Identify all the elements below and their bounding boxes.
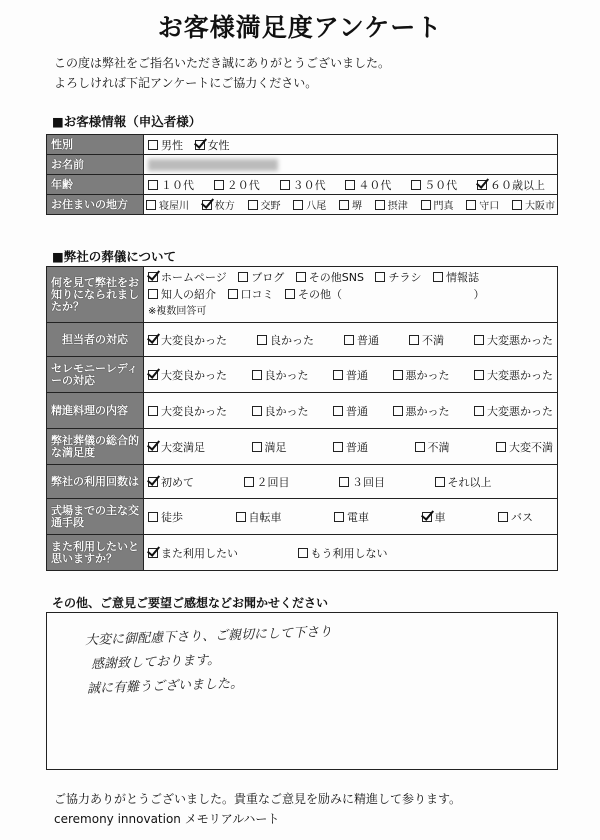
checkbox-icon[interactable]	[433, 272, 443, 282]
q5-option[interactable]	[496, 439, 553, 455]
q5-option-label: 大変不満	[509, 440, 553, 454]
q2-row	[47, 323, 558, 357]
q1-option-label: ホームページ	[161, 271, 227, 284]
q2-option-label: 普通	[357, 333, 379, 347]
q7-option-checked[interactable]	[422, 509, 446, 525]
age-option[interactable]	[148, 177, 194, 193]
checkbox-icon[interactable]	[257, 335, 267, 345]
q1-option[interactable]	[148, 286, 216, 303]
q2-option-label: 良かった	[270, 333, 314, 347]
q3-option-checked[interactable]	[148, 367, 227, 383]
area-option[interactable]	[375, 197, 408, 212]
q7-option[interactable]	[498, 509, 533, 525]
gender-row	[47, 135, 558, 155]
q8-row	[47, 535, 558, 571]
q1-close-paren: ）	[473, 288, 485, 301]
age-option-label: １０代	[161, 178, 194, 192]
q5-label: 弊社葬儀の総合的な満足度	[47, 429, 144, 465]
q1-option-label: 知人の紹介	[161, 288, 216, 301]
q3-label: セレモニーレディーの対応	[47, 357, 144, 393]
q1-option-checked[interactable]	[148, 269, 227, 286]
q7-option[interactable]	[148, 509, 183, 525]
handwritten-comment-line: 大変に御配慮下さり、ご親切にして下さり	[84, 624, 333, 649]
q1-option-label: チラシ	[388, 271, 422, 284]
q4-option[interactable]	[474, 403, 553, 419]
q1-option-label: 口コミ	[240, 288, 274, 301]
page-title: お客様満足度アンケート	[157, 13, 443, 42]
checkbox-icon[interactable]	[280, 180, 290, 190]
q3-option-label: 大変良かった	[161, 368, 227, 382]
q7-option-label: 徒歩	[161, 510, 183, 524]
q6-option-label: それ以上	[447, 475, 492, 489]
q3-option-label: 悪かった	[405, 368, 450, 382]
area-option[interactable]	[512, 197, 555, 212]
q7-option-label: 車	[434, 510, 446, 524]
area-option[interactable]	[146, 197, 189, 212]
area-option-label: 大阪市	[525, 201, 555, 212]
q4-option-label: 普通	[346, 404, 368, 418]
q1-option-label: その他（	[298, 288, 342, 301]
age-option-label: ２０代	[226, 178, 260, 192]
q6-option-label: ２回目	[256, 475, 290, 489]
checkbox-checked-icon[interactable]	[148, 477, 158, 487]
checkbox-icon[interactable]	[228, 289, 238, 299]
q4-option[interactable]	[148, 403, 227, 419]
intro-line-1: この度は弊社をご指名いただき誠にありがとうございました。	[54, 56, 391, 70]
q8-options	[144, 535, 558, 571]
q3-option[interactable]	[252, 367, 309, 383]
name-row	[47, 155, 558, 175]
q7-option-label: 自転車	[248, 510, 282, 524]
checkbox-icon[interactable]	[285, 289, 295, 299]
customer-info-table	[46, 134, 558, 215]
gender-female-label: 女性	[207, 138, 230, 152]
q1-option-label: ブログ	[251, 271, 285, 284]
q4-option[interactable]	[393, 403, 450, 419]
q2-option[interactable]	[344, 332, 379, 348]
checkbox-icon[interactable]	[252, 442, 262, 452]
checkbox-icon[interactable]	[498, 512, 508, 522]
q1-option-other[interactable]	[285, 286, 342, 303]
q3-option[interactable]	[333, 367, 368, 383]
q2-option-checked[interactable]	[148, 332, 227, 348]
checkbox-icon[interactable]	[474, 370, 484, 380]
q2-option[interactable]	[474, 332, 553, 348]
checkbox-icon[interactable]	[298, 548, 308, 558]
q5-row	[47, 429, 558, 465]
checkbox-icon[interactable]	[339, 200, 349, 210]
q4-option-label: 大変良かった	[161, 404, 227, 418]
q8-option[interactable]	[298, 545, 388, 561]
checkbox-icon[interactable]	[466, 200, 476, 210]
q2-label: 担当者の対応	[47, 323, 144, 357]
checkbox-icon[interactable]	[248, 200, 258, 210]
q5-option-label: 大変満足	[161, 440, 205, 454]
q8-option-checked[interactable]	[148, 545, 238, 561]
area-option[interactable]	[466, 197, 499, 212]
q5-option-label: 不満	[427, 440, 450, 454]
section-customer-info: ■お客様情報（申込者様）	[52, 114, 202, 129]
checkbox-checked-icon[interactable]	[422, 512, 432, 522]
q6-label: 弊社の利用回数は	[47, 465, 144, 499]
q2-option[interactable]	[409, 332, 444, 348]
checkbox-icon[interactable]	[409, 335, 419, 345]
gender-male-label: 男性	[161, 138, 183, 152]
checkbox-checked-icon[interactable]	[148, 442, 158, 452]
checkbox-checked-icon[interactable]	[202, 200, 212, 210]
checkbox-icon[interactable]	[252, 370, 262, 380]
checkbox-icon[interactable]	[333, 442, 343, 452]
q6-row	[47, 465, 558, 499]
checkbox-icon[interactable]	[146, 200, 156, 210]
q3-option-label: 良かった	[264, 368, 309, 382]
q2-option-label: 不満	[422, 333, 444, 347]
checkbox-icon[interactable]	[148, 180, 158, 190]
q1-label: 何を見て弊社をお知りになられましたか？	[47, 267, 144, 323]
q1-option[interactable]	[296, 269, 364, 286]
checkbox-icon[interactable]	[293, 200, 303, 210]
age-option-label: ４０代	[358, 178, 392, 192]
area-option-label: 交野	[260, 201, 281, 212]
area-option[interactable]	[421, 197, 454, 212]
area-option-label: 堺	[352, 201, 362, 212]
comments-box[interactable]	[46, 612, 558, 770]
q4-option[interactable]	[252, 403, 309, 419]
name-label: お名前	[47, 155, 144, 175]
checkbox-icon[interactable]	[148, 140, 158, 150]
area-option-label: 門真	[433, 201, 454, 212]
checkbox-icon[interactable]	[339, 477, 349, 487]
area-option-label: 枚方	[214, 201, 235, 212]
age-label: 年齢	[47, 175, 144, 195]
age-option[interactable]	[345, 177, 391, 193]
checkbox-icon[interactable]	[435, 477, 445, 487]
checkbox-icon[interactable]	[474, 406, 484, 416]
q1-options	[144, 267, 558, 323]
checkbox-icon[interactable]	[252, 406, 262, 416]
area-option[interactable]	[293, 197, 326, 212]
q1-note: ※複数回答可	[148, 306, 207, 317]
intro-line-2: よろしければ下記アンケートにご協力ください。	[54, 76, 318, 90]
q3-options	[144, 357, 558, 393]
checkbox-icon[interactable]	[415, 442, 425, 452]
age-option-label: ３０代	[292, 178, 326, 192]
q5-option[interactable]	[252, 439, 287, 455]
age-option-label: ６０歳以上	[489, 178, 545, 192]
q5-option-checked[interactable]	[148, 439, 205, 455]
q7-label: 式場までの主な交通手段	[47, 499, 144, 535]
q3-option-label: 普通	[346, 368, 368, 382]
comments-heading: その他、ご意見ご要望ご感想などお聞かせください	[52, 596, 329, 610]
q4-row	[47, 393, 558, 429]
q7-option-label: 電車	[347, 510, 369, 524]
q8-label: また利用したいと思いますか？	[47, 535, 144, 571]
q6-option-label: ３回目	[352, 475, 385, 489]
handwritten-comment-line: 誠に有難うございました。	[86, 676, 244, 697]
checkbox-icon[interactable]	[344, 335, 354, 345]
checkbox-icon[interactable]	[334, 512, 344, 522]
checkbox-icon[interactable]	[411, 180, 421, 190]
area-row	[47, 195, 558, 215]
checkbox-icon[interactable]	[148, 289, 158, 299]
area-option-label: 守口	[479, 201, 500, 212]
area-option-label: 八尾	[306, 201, 327, 212]
area-label: お住まいの地方	[47, 195, 144, 215]
age-option[interactable]	[411, 177, 457, 193]
q5-option[interactable]	[415, 439, 450, 455]
handwritten-comment-line: 感謝致しております。	[90, 652, 221, 673]
q7-row	[47, 499, 558, 535]
gender-options	[144, 135, 558, 155]
q6-option-checked[interactable]	[148, 474, 194, 490]
checkbox-icon[interactable]	[238, 272, 248, 282]
q4-label: 精進料理の内容	[47, 393, 144, 429]
checkbox-checked-icon[interactable]	[148, 370, 158, 380]
gender-label: 性別	[47, 135, 144, 155]
q6-option[interactable]	[435, 474, 492, 490]
checkbox-icon[interactable]	[244, 477, 254, 487]
area-option-label: 摂津	[387, 201, 408, 212]
checkbox-icon[interactable]	[148, 406, 158, 416]
q3-row	[47, 357, 558, 393]
age-option-checked[interactable]	[477, 177, 545, 193]
q1-option-label: その他SNS	[308, 271, 364, 284]
q5-option-label: 普通	[346, 440, 368, 454]
q1-option[interactable]	[238, 269, 284, 286]
q2-options	[144, 323, 558, 357]
q3-option-label: 大変悪かった	[487, 368, 553, 382]
area-options	[144, 195, 558, 215]
checkbox-icon[interactable]	[214, 180, 224, 190]
q2-option-label: 大変良かった	[161, 333, 227, 347]
checkbox-icon[interactable]	[496, 442, 506, 452]
q4-option-label: 良かった	[264, 404, 309, 418]
q7-options	[144, 499, 558, 535]
q2-option[interactable]	[257, 332, 314, 348]
checkbox-checked-icon[interactable]	[148, 272, 158, 282]
redacted-name	[148, 159, 278, 171]
q6-option[interactable]	[339, 474, 385, 490]
q1-row	[47, 267, 558, 323]
q4-option[interactable]	[333, 403, 368, 419]
q1-option[interactable]	[375, 269, 421, 286]
age-options	[144, 175, 558, 195]
area-option-checked[interactable]	[202, 197, 235, 212]
q5-option[interactable]	[333, 439, 368, 455]
q5-option-label: 満足	[264, 440, 287, 454]
q8-option-label: また利用したい	[161, 546, 238, 560]
gender-male-option[interactable]	[148, 137, 183, 153]
q6-option[interactable]	[244, 474, 290, 490]
checkbox-icon[interactable]	[421, 200, 431, 210]
checkbox-icon[interactable]	[474, 335, 484, 345]
q1-option-label: 情報誌	[445, 271, 479, 284]
checkbox-icon[interactable]	[148, 512, 158, 522]
checkbox-icon[interactable]	[333, 370, 343, 380]
q6-options	[144, 465, 558, 499]
q1-option[interactable]	[433, 269, 479, 286]
checkbox-icon[interactable]	[345, 180, 355, 190]
q7-option[interactable]	[334, 509, 369, 525]
checkbox-checked-icon[interactable]	[477, 180, 487, 190]
q2-option-label: 大変悪かった	[487, 333, 553, 347]
age-row	[47, 175, 558, 195]
checkbox-icon[interactable]	[333, 406, 343, 416]
name-field[interactable]	[144, 155, 558, 175]
q1-option[interactable]	[228, 286, 274, 303]
q4-options	[144, 393, 558, 429]
gender-female-option[interactable]	[195, 137, 230, 153]
q3-option[interactable]	[474, 367, 553, 383]
checkbox-icon[interactable]	[512, 200, 522, 210]
q7-option-label: バス	[511, 510, 533, 524]
q5-options	[144, 429, 558, 465]
section-funeral: ■弊社の葬儀について	[52, 249, 177, 264]
area-option[interactable]	[248, 197, 281, 212]
checkbox-icon[interactable]	[375, 272, 385, 282]
funeral-survey-table	[46, 266, 558, 571]
q7-option[interactable]	[236, 509, 282, 525]
footer-thanks: ご協力ありがとうございました。貴重なご意見を励みに精進して参ります。	[54, 792, 462, 806]
area-option[interactable]	[339, 197, 362, 212]
age-option[interactable]	[214, 177, 260, 193]
checkbox-checked-icon[interactable]	[195, 140, 205, 150]
area-option-label: 寝屋川	[159, 201, 189, 212]
q4-option-label: 大変悪かった	[487, 404, 553, 418]
q3-option[interactable]	[393, 367, 450, 383]
footer-company: ceremony innovation メモリアルハート	[54, 812, 280, 826]
checkbox-icon[interactable]	[375, 200, 385, 210]
checkbox-icon[interactable]	[296, 272, 306, 282]
age-option[interactable]	[280, 177, 326, 193]
checkbox-checked-icon[interactable]	[148, 548, 158, 558]
q4-option-label: 悪かった	[405, 404, 450, 418]
q6-option-label: 初めて	[161, 475, 194, 489]
checkbox-icon[interactable]	[236, 512, 246, 522]
checkbox-icon[interactable]	[393, 406, 403, 416]
age-option-label: ５０代	[424, 178, 458, 192]
checkbox-checked-icon[interactable]	[148, 335, 158, 345]
q8-option-label: もう利用しない	[310, 546, 388, 560]
checkbox-icon[interactable]	[393, 370, 403, 380]
